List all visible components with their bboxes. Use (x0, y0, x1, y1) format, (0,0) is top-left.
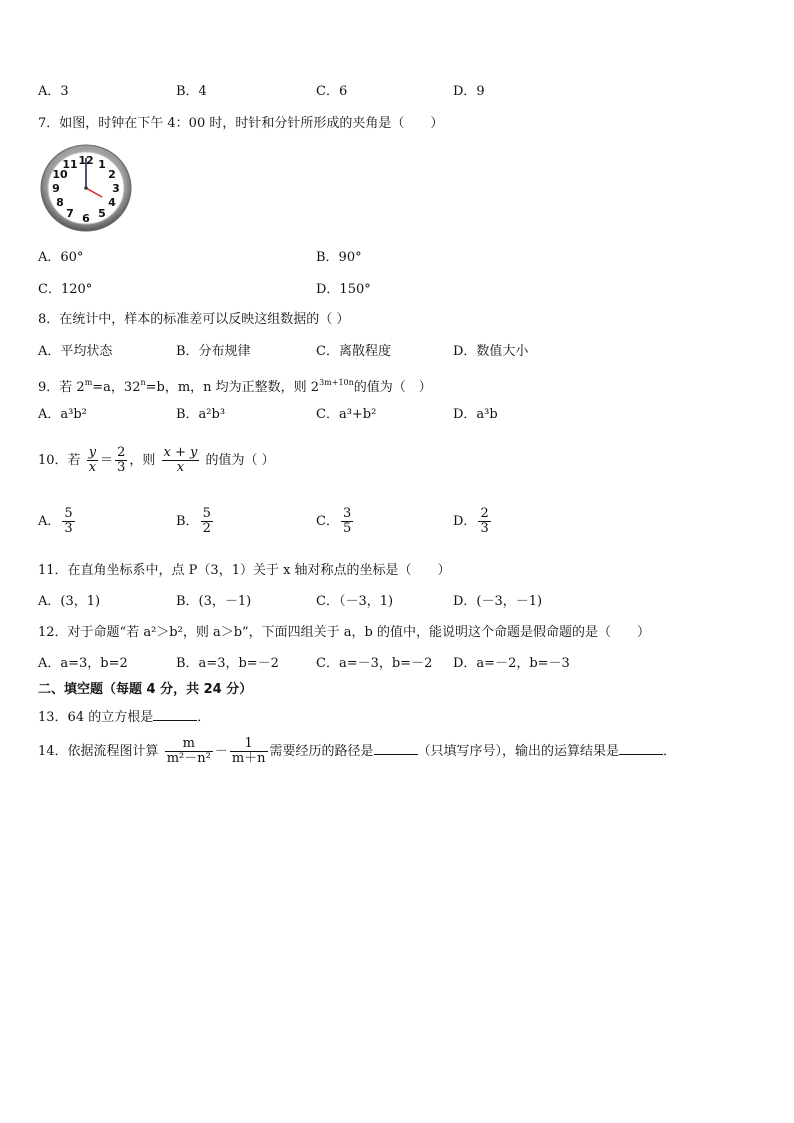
clock-number-3: 3 (112, 182, 120, 195)
q10-f2-num: 2 (117, 445, 126, 460)
q10-fraction-2-3 (115, 446, 127, 475)
q9-stem-mid: =a，32 (92, 380, 141, 395)
q10-f2-den: 3 (117, 460, 126, 475)
q8-option-b: B．分布规律 (176, 344, 251, 359)
q10-option-c (316, 504, 355, 540)
q10-option-a-label: A． (38, 514, 61, 529)
q9-stem (38, 375, 432, 396)
q10-option-c-label: C． (316, 514, 339, 529)
q8-stem: 8．在统计中，样本的标准差可以反映这组数据的（ ） (38, 312, 350, 327)
q10-d-num: 2 (480, 506, 489, 521)
q10-stem-post: 的值为（ ） (201, 453, 275, 468)
clock-number-6: 6 (82, 212, 90, 225)
q10-stem (38, 444, 275, 478)
q7-option-c: C．120° (38, 282, 93, 297)
q12-option-c: C．a=－3，b=－2 (316, 656, 433, 671)
q9-exp-1: m (84, 378, 93, 387)
q10-c-den: 5 (342, 521, 352, 536)
q10-option-a (38, 504, 77, 540)
q7-option-d: D．150° (316, 282, 371, 297)
q9-stem-mid2: =b，m，n 均为正整数，则 2 (145, 380, 320, 395)
q13-stem-post: ． (197, 710, 211, 725)
q14-f2-num: 1 (230, 737, 268, 752)
clock-image (40, 144, 132, 232)
q10-a-num: 5 (64, 506, 73, 521)
q6-option-b: B．4 (176, 84, 207, 99)
q14-path-blank[interactable] (374, 742, 418, 755)
q12-option-a: A．a=3，b=2 (38, 656, 128, 671)
q14-minus: － (214, 744, 228, 759)
q9-option-b: B．a²b³ (176, 407, 226, 422)
q14-f2-den: m＋n (231, 751, 266, 766)
clock-number-1: 1 (98, 158, 106, 171)
q10-f3-den: x (176, 460, 185, 475)
q9-option-a: A．a³b² (38, 407, 87, 422)
q12-stem: 12．对于命题“若 a²＞b²，则 a＞b”，下面四组关于 a，b 的值中，能说明这个命题是假命题的是（ ） (38, 625, 651, 640)
q14-f1-den: m²－n² (166, 751, 211, 766)
q14-stem-post: ． (663, 744, 677, 759)
clock-number-10: 10 (52, 168, 68, 181)
clock-number-4: 4 (108, 196, 116, 209)
clock-number-2: 2 (108, 168, 116, 181)
q14-stem (38, 732, 676, 772)
q11-option-d: D．(－3，－1) (453, 594, 543, 609)
q7-option-b: B．90° (316, 250, 362, 265)
clock-number-11: 11 (62, 158, 78, 171)
q11-option-a: A．(3，1) (38, 594, 101, 609)
q10-equals: ＝ (100, 453, 114, 468)
q10-option-d-label: D． (453, 514, 477, 529)
q8-option-d: D．数值大小 (453, 344, 529, 359)
q11-option-b: B．(3，－1) (176, 594, 252, 609)
q10-stem-mid: ，则 (129, 453, 156, 468)
q6-option-a: A．3 (38, 84, 69, 99)
q10-b-den: 2 (202, 521, 211, 536)
q8-option-a: A．平均状态 (38, 344, 113, 359)
q11-option-c: C．（－3，1) (316, 594, 394, 609)
q11-stem: 11．在直角坐标系中，点 P（3，1）关于 x 轴对称点的坐标是（ ） (38, 563, 451, 578)
q10-option-b (176, 504, 215, 540)
q10-stem-pre: 10．若 (38, 453, 81, 468)
q13-stem (38, 708, 210, 726)
q10-fraction-xy-over-x (162, 446, 200, 475)
clock-number-9: 9 (52, 182, 60, 195)
q9-exp-2: n (140, 378, 146, 387)
q9-option-c: C．a³+b² (316, 407, 377, 422)
q12-option-b: B．a=3，b=－2 (176, 656, 279, 671)
q14-f1-num: m (165, 737, 213, 752)
q14-stem-pre: 14．依据流程图计算 (38, 744, 159, 759)
q10-b-num: 5 (202, 506, 211, 521)
clock-number-12: 12 (78, 154, 94, 167)
clock-number-5: 5 (98, 207, 106, 220)
q14-stem-mid2: （只填写序号），输出的运算结果是 (417, 744, 620, 759)
q13-stem-pre: 13．64 的立方根是 (38, 710, 154, 725)
q10-f3-num: x + y (163, 445, 198, 460)
q14-fraction-m-over-m2-n2 (165, 737, 213, 766)
q9-exp-3: 3m+10n (319, 378, 354, 387)
q9-option-d: D．a³b (453, 407, 498, 422)
q10-c-num: 3 (342, 506, 352, 521)
q10-f1-num: y (88, 445, 97, 460)
q10-fraction-y-over-x (87, 446, 98, 475)
q6-option-c: C．6 (316, 84, 348, 99)
clock-number-8: 8 (56, 196, 64, 209)
q9-stem-post: 的值为（ ） (353, 380, 432, 395)
q7-stem: 7．如图，时钟在下午 4：00 时，时针和分针所形成的夹角是（ ） (38, 116, 444, 131)
q6-option-d: D．9 (453, 84, 485, 99)
q9-stem-pre: 9．若 2 (38, 380, 85, 395)
q10-option-b-label: B． (176, 514, 199, 529)
q13-answer-blank[interactable] (153, 708, 197, 721)
q14-result-blank[interactable] (619, 742, 663, 755)
q7-option-a: A．60° (38, 250, 84, 265)
q14-stem-mid: 需要经历的路径是 (269, 744, 374, 759)
q8-option-c: C．离散程度 (316, 344, 391, 359)
q10-d-den: 3 (480, 521, 489, 536)
section-heading-fill-in: 二、填空题（每题 4 分，共 24 分） (38, 682, 253, 697)
q10-option-d (453, 504, 493, 540)
q14-fraction-1-over-m-n (230, 737, 268, 766)
q10-a-den: 3 (64, 521, 73, 536)
q12-option-d: D．a=－2，b=－3 (453, 656, 570, 671)
clock-number-7: 7 (66, 207, 74, 220)
q10-f1-den: x (88, 460, 97, 475)
